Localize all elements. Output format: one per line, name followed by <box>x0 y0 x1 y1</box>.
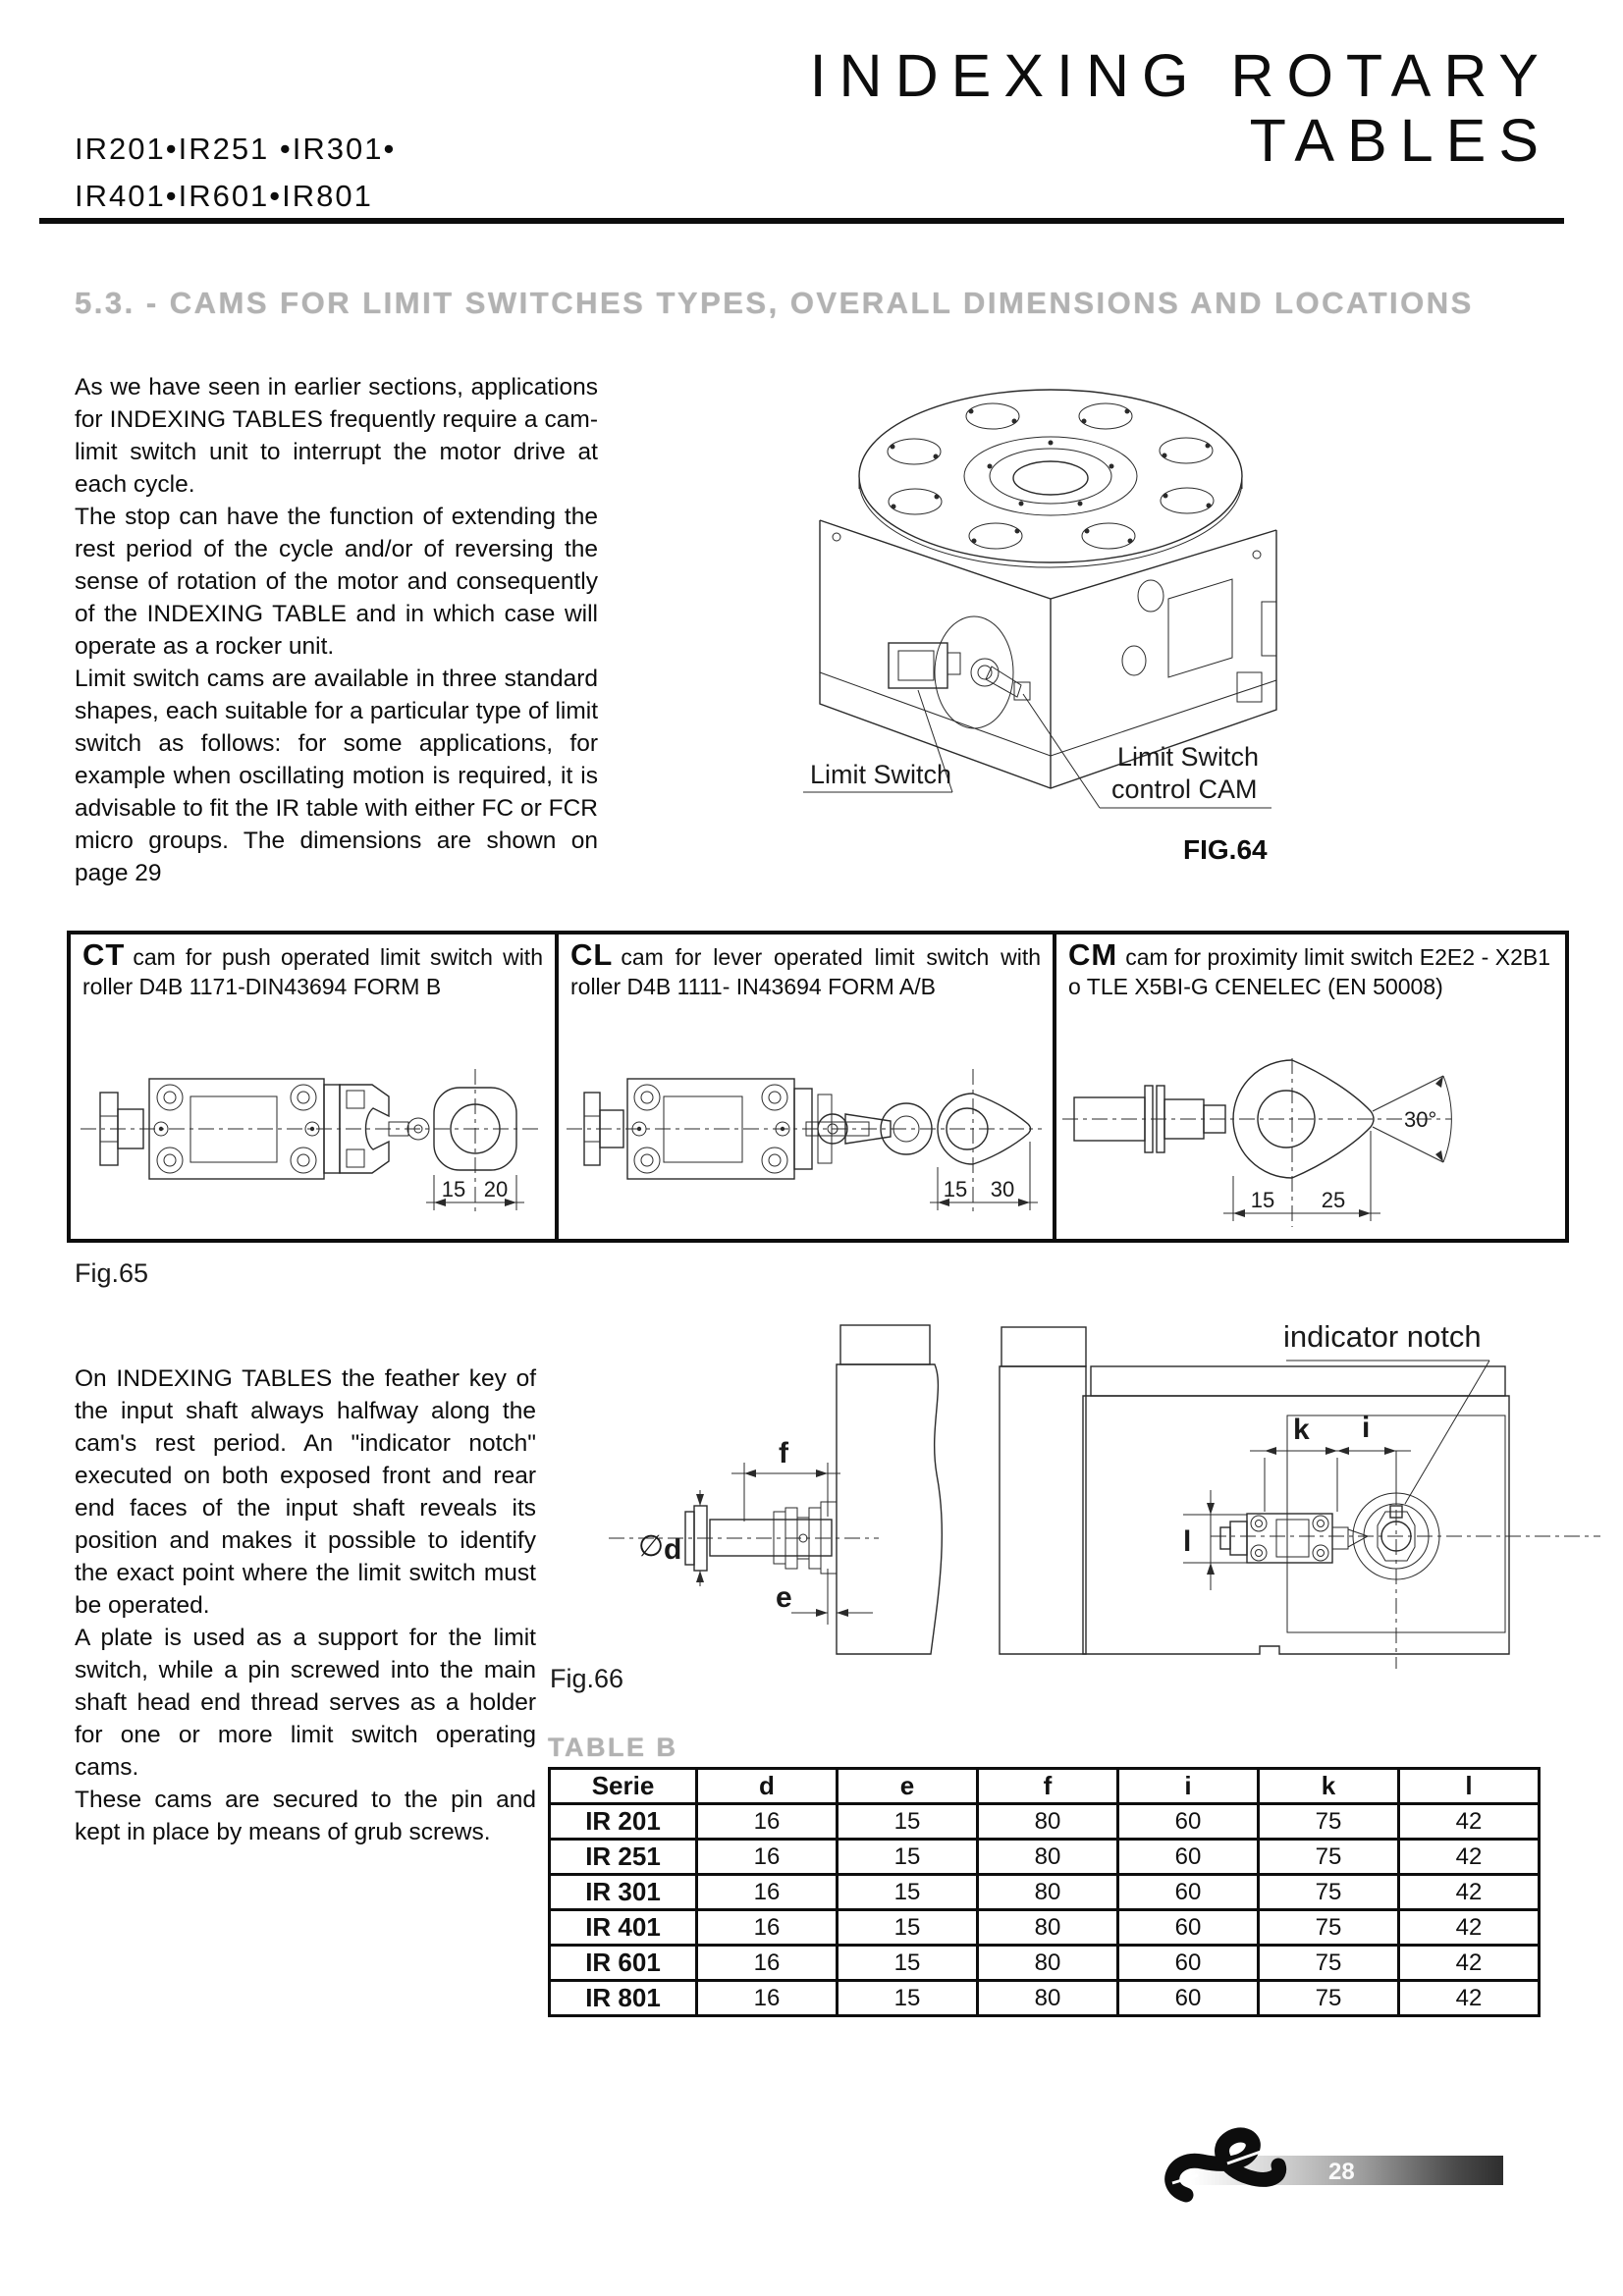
value-cell: 75 <box>1259 1946 1399 1981</box>
i-dim-label: i <box>1362 1412 1371 1444</box>
serie-cell: IR 401 <box>550 1910 697 1946</box>
value-cell: 60 <box>1118 1981 1259 2016</box>
paragraph: These cams are secured to the pin and kept in place by means of grub screws. <box>75 1787 536 1845</box>
value-cell: 75 <box>1259 1981 1399 2016</box>
value-cell: 42 <box>1399 1981 1540 2016</box>
value-cell: 16 <box>697 1804 838 1840</box>
serie-cell: IR 801 <box>550 1981 697 2016</box>
cam-cell-cm <box>1056 934 1562 1239</box>
indicator-notch-label: indicator notch <box>1283 1319 1482 1354</box>
fig66-dims-ki <box>1250 1412 1411 1512</box>
value-cell: 75 <box>1259 1840 1399 1875</box>
control-cam-label-line2: control CAM <box>1111 774 1258 804</box>
fig66-dim-l <box>1183 1490 1247 1590</box>
value-cell: 80 <box>978 1981 1118 2016</box>
fig64-drawing <box>727 348 1404 844</box>
value-cell: 80 <box>978 1946 1118 1981</box>
column-header-k: k <box>1259 1769 1399 1804</box>
value-cell: 42 <box>1399 1804 1540 1840</box>
serie-cell: IR 301 <box>550 1875 697 1910</box>
value-cell: 42 <box>1399 1910 1540 1946</box>
cm-dim-15: 15 <box>1250 1188 1275 1212</box>
cam-types-table <box>67 931 1569 1243</box>
value-cell: 15 <box>838 1981 978 2016</box>
cm-angle-label: 30° <box>1404 1107 1437 1132</box>
fig66-caption: Fig.66 <box>550 1664 624 1693</box>
paragraph: On INDEXING TABLES the feather key of the input shaft always halfway along the cam's rest period. An "indicator notch" executed on both exposed front and rear end faces of the input shaft reveals its position and makes it possible to identify the exact point where the limit switch must be operated. <box>75 1365 536 1619</box>
table-b <box>548 1767 1541 2017</box>
value-cell: 80 <box>978 1840 1118 1875</box>
fig64-labels <box>803 690 1271 808</box>
cl-heading <box>570 937 1041 1001</box>
control-cam-label-line1: Limit Switch <box>1117 742 1260 772</box>
d-dim-label: d <box>664 1533 682 1566</box>
ct-code: CT <box>82 937 126 972</box>
value-cell: 80 <box>978 1910 1118 1946</box>
e-dim-label: e <box>776 1581 792 1614</box>
column-header-i: i <box>1118 1769 1259 1804</box>
column-header-l: l <box>1399 1769 1540 1804</box>
paragraph: A plate is used as a support for the limit switch, while a pin screwed into the main shaft head end thread serves as a holder for one or more limit switch operating cams. <box>75 1625 536 1781</box>
value-cell: 16 <box>697 1981 838 2016</box>
cam-cell-cl <box>559 934 1056 1239</box>
ct-description: cam for push operated limit switch with roller D4B 1171-DIN43694 FORM B <box>82 944 543 999</box>
column-header-e: e <box>838 1769 978 1804</box>
fig66-dim-e <box>776 1569 873 1625</box>
value-cell: 60 <box>1118 1910 1259 1946</box>
value-cell: 60 <box>1118 1804 1259 1840</box>
value-cell: 42 <box>1399 1840 1540 1875</box>
value-cell: 80 <box>978 1804 1118 1840</box>
limit-switch-assembly <box>889 616 1030 728</box>
cm-dim-25: 25 <box>1321 1188 1346 1212</box>
k-dim-label: k <box>1293 1414 1310 1446</box>
serie-cell: IR 251 <box>550 1840 697 1875</box>
table-row <box>550 1910 1540 1946</box>
model-list-line2: IR401•IR601•IR801 <box>75 179 373 213</box>
cm-heading <box>1068 937 1550 1001</box>
model-list <box>75 126 396 220</box>
cm-code: CM <box>1068 937 1118 972</box>
value-cell: 75 <box>1259 1910 1399 1946</box>
section-body-text <box>75 371 598 889</box>
value-cell: 15 <box>838 1910 978 1946</box>
ct-dim-15: 15 <box>441 1177 466 1201</box>
center-hub <box>964 437 1137 515</box>
serie-cell: IR 601 <box>550 1946 697 1981</box>
cm-cam-drawing <box>1058 1058 1540 1237</box>
cl-dim-15: 15 <box>943 1177 968 1201</box>
value-cell: 80 <box>978 1875 1118 1910</box>
cl-description: cam for lever operated limit switch with roller D4B 1111- IN43694 FORM A/B <box>570 944 1041 999</box>
cl-dim-30: 30 <box>990 1177 1015 1201</box>
value-cell: 75 <box>1259 1804 1399 1840</box>
cam-hub <box>1211 1451 1600 1669</box>
ct-cam-drawing <box>73 1065 553 1237</box>
table-row <box>550 1840 1540 1875</box>
page-number: 28 <box>1328 2159 1355 2185</box>
indicator-notch-body-text <box>75 1362 536 1848</box>
value-cell: 16 <box>697 1946 838 1981</box>
indicator-notch-callout <box>1283 1319 1489 1504</box>
fig65-caption: Fig.65 <box>75 1258 149 1288</box>
column-header-f: f <box>978 1769 1118 1804</box>
diameter-symbol: ∅ <box>638 1530 665 1563</box>
value-cell: 60 <box>1118 1840 1259 1875</box>
ct-heading <box>82 937 543 1001</box>
value-cell: 16 <box>697 1910 838 1946</box>
section-heading: 5.3. - CAMS FOR LIMIT SWITCHES TYPES, OVERALL DIMENSIONS AND LOCATIONS <box>75 286 1474 320</box>
value-cell: 15 <box>838 1875 978 1910</box>
cm-description: cam for proximity limit switch E2E2 - X2B1 o TLE X5BI-G CENELEC (EN 50008) <box>1068 944 1550 999</box>
table-housing <box>1083 1366 1509 1654</box>
l-dim-label: l <box>1183 1525 1192 1558</box>
table-row <box>550 1981 1540 2016</box>
header-divider <box>39 218 1564 224</box>
table-b-header-row <box>550 1769 1540 1804</box>
value-cell: 75 <box>1259 1875 1399 1910</box>
paragraph: Limit switch cams are available in three standard shapes, each suitable for a particular type of limit switch as follows: for some applications, for example when oscillating motion is required, it is advisable to fit the IR table with either FC or FCR micro groups. The dimensions are shown on page 29 <box>75 666 598 886</box>
value-cell: 42 <box>1399 1875 1540 1910</box>
cam-cell-ct <box>71 934 559 1239</box>
value-cell: 16 <box>697 1875 838 1910</box>
table-row <box>550 1804 1540 1840</box>
paragraph: The stop can have the function of extending the rest period of the cycle and/or of reversing the sense of rotation of the motor and consequently of the INDEXING TABLE and in which case will operate as a rocker unit. <box>75 504 598 660</box>
bolt-hole-circles <box>888 403 1214 549</box>
support-plate-section <box>837 1325 1086 1654</box>
serie-cell: IR 201 <box>550 1804 697 1840</box>
column-header-d: d <box>697 1769 838 1804</box>
table-row <box>550 1875 1540 1910</box>
value-cell: 15 <box>838 1946 978 1981</box>
fig64-caption: FIG.64 <box>1183 834 1268 865</box>
table-b-heading: TABLE B <box>548 1733 678 1762</box>
model-list-line1: IR201•IR251 •IR301• <box>75 132 397 166</box>
table-row <box>550 1946 1540 1981</box>
value-cell: 60 <box>1118 1946 1259 1981</box>
value-cell: 16 <box>697 1840 838 1875</box>
value-cell: 42 <box>1399 1946 1540 1981</box>
fig66-side-view-drawing <box>540 1315 1090 1669</box>
paragraph: As we have seen in earlier sections, applications for INDEXING TABLES frequently require a cam-limit switch unit to interrupt the motor drive at each cycle. <box>75 374 598 498</box>
fig66-front-view-drawing <box>1065 1306 1600 1698</box>
f-dim-label: f <box>779 1437 788 1469</box>
page-title-line2: TABLES <box>1249 107 1551 174</box>
brand-logo-icon <box>1159 2118 1306 2221</box>
value-cell: 60 <box>1118 1875 1259 1910</box>
column-header-serie: Serie <box>550 1769 697 1804</box>
cl-cam-drawing <box>561 1065 1051 1237</box>
page-title-line1: INDEXING ROTARY <box>809 42 1551 109</box>
limit-switch-label: Limit Switch <box>810 760 952 789</box>
cl-code: CL <box>570 937 614 972</box>
value-cell: 15 <box>838 1804 978 1840</box>
page-title <box>810 43 1551 173</box>
value-cell: 15 <box>838 1840 978 1875</box>
limit-switch-front <box>1220 1514 1368 1563</box>
rotary-table-disc <box>859 390 1242 567</box>
ct-dim-20: 20 <box>483 1177 509 1201</box>
cm-dimensions <box>1223 1131 1380 1221</box>
